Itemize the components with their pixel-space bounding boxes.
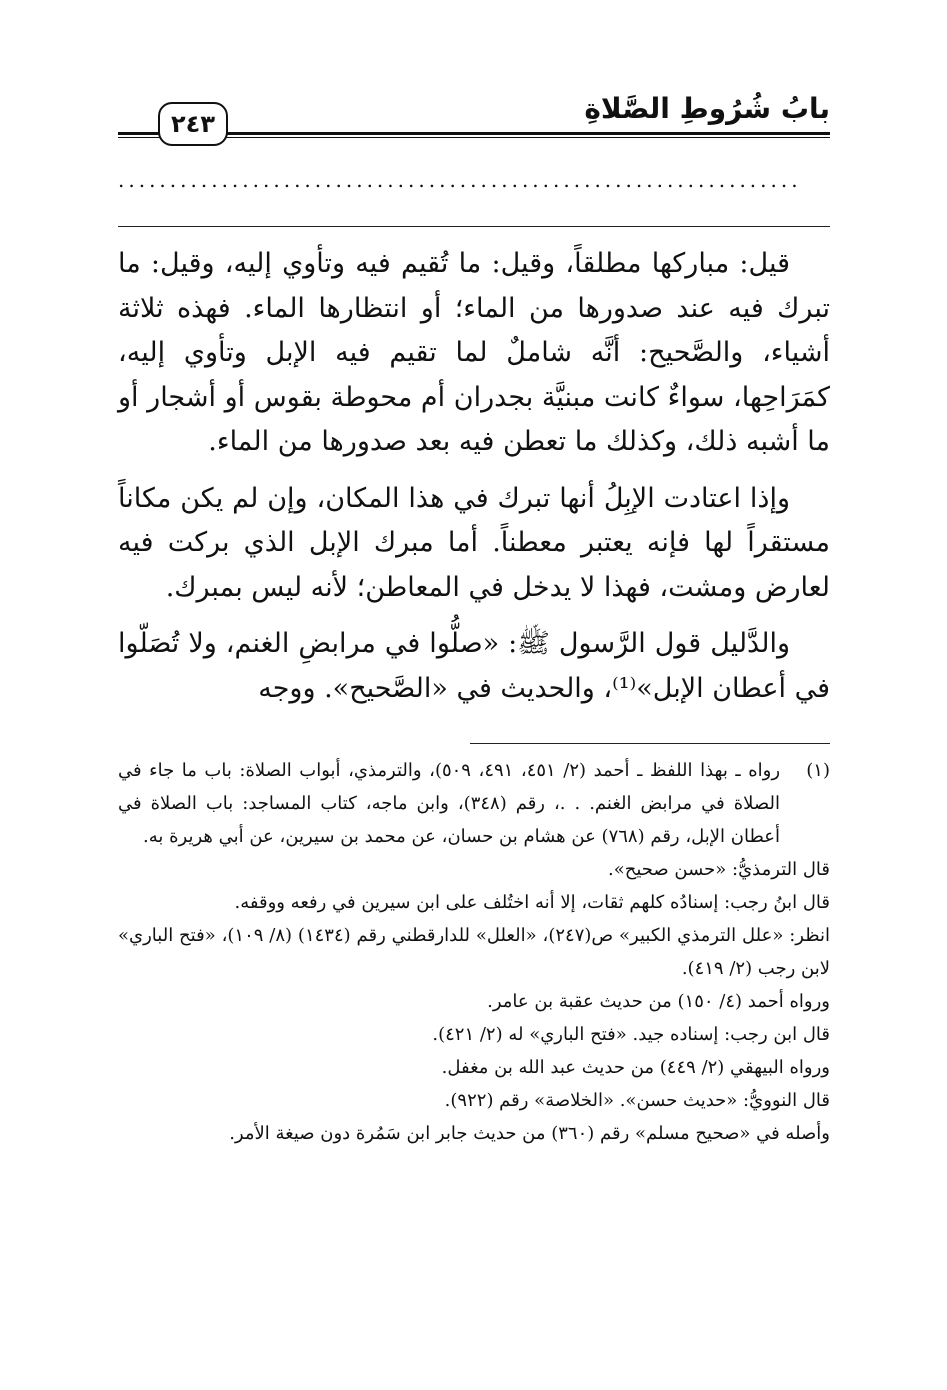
paragraph: وإذا اعتادت الإبِلُ أنها تبرك في هذا المكان، وإن لم يكن مكاناً مستقراً لها فإنه يعتبر معطناً. أما مبرك الإبل الذي بركت فيه لعارض ومشت، فهذا لا يدخل في المعاطن؛ لأنه ليس بمبرك. [118,482,830,603]
footnote-body [118,754,780,853]
footnote-1 [118,754,830,853]
header-rule-thin [223,137,830,138]
page-header [118,92,830,148]
header-rule [223,132,830,135]
footnote-text: رواه ـ بهذا اللفظ ـ أحمد (٢/ ٤٥١، ٤٩١، ٥٠٩)، والترمذي، أبواب الصلاة: باب ما جاء في الصلاة في مرابض الغنم. . .، رقم (٣٤٨)، وابن ماجه، كتاب المساجد: باب الصلاة في أعطان الإبل، رقم (٧٦٨) عن هشام بن حسان، عن محمد بن سيرين، عن أبي هريرة به. [118,760,781,847]
paragraph: قيل: مباركها مطلقاً، وقيل: ما تُقيم فيه وتأوي إليه، وقيل: ما تبرك فيه عند صدورها من الماء؛ أو انتظارها الماء. فهذه ثلاثة أشياء، والصَّحيح: أنَّه شاملٌ لما تقيم فيه الإبل وتأوي إليه، كمَرَاحِها، سواءٌ كانت مبنيَّة بجدران أم محوطة بقوس أو أشجار أو ما أشبه ذلك، وكذلك ما تعطن فيه بعد صدورها من الماء. [118,248,830,457]
main-text [118,242,830,723]
footnote-continuation [118,853,830,1150]
footnote-line: قال النوويُّ: «حديث حسن». «الخلاصة» رقم (٩٢٢). [444,1090,830,1111]
footnote-line: قال ابن رجب: إسناده جيد. «فتح الباري» له (٢/ ٤٢١). [432,1024,830,1045]
ellipsis-dots: .................................................................. [118,168,802,192]
header-rule-left-thin [118,137,160,138]
footnote-number: (١) [806,760,830,781]
footnote-divider [470,743,830,744]
paragraph: والدَّليل قول الرَّسول ﷺ: «صلُّوا في مرابضِ الغنم، ولا تُصَلّوا في أعطان الإبل»⁽¹⁾، والحديث في «الصَّحيح». ووجه [118,628,830,704]
footnote-line: انظر: «علل الترمذي الكبير» ص(٢٤٧)، «العلل» للدارقطني رقم (١٤٣٤) (٨/ ١٠٩)، «فتح الباري» لابن رجب (٢/ ٤١٩). [118,925,830,979]
footnote-line: وأصله في «صحيح مسلم» رقم (٣٦٠) من حديث جابر ابن سَمُرة دون صيغة الأمر. [229,1123,830,1144]
top-divider [118,226,830,227]
header-rule-left [118,132,160,135]
chapter-title: بابُ شُرُوطِ الصَّلاةِ [584,92,830,125]
footnote-line: ورواه البيهقي (٢/ ٤٤٩) من حديث عبد الله بن مغفل. [441,1057,830,1078]
footnotes [118,754,830,1150]
footnote-line: قال ابنُ رجب: إسنادُه كلهم ثقات، إلا أنه اختُلف على ابن سيرين في رفعه ووقفه. [234,892,830,913]
page-number: ٢٤٣ [158,102,228,146]
footnote-line: قال الترمذيُّ: «حسن صحيح». [607,859,830,880]
footnote-line: ورواه أحمد (٤/ ١٥٠) من حديث عقبة بن عامر. [487,991,830,1012]
